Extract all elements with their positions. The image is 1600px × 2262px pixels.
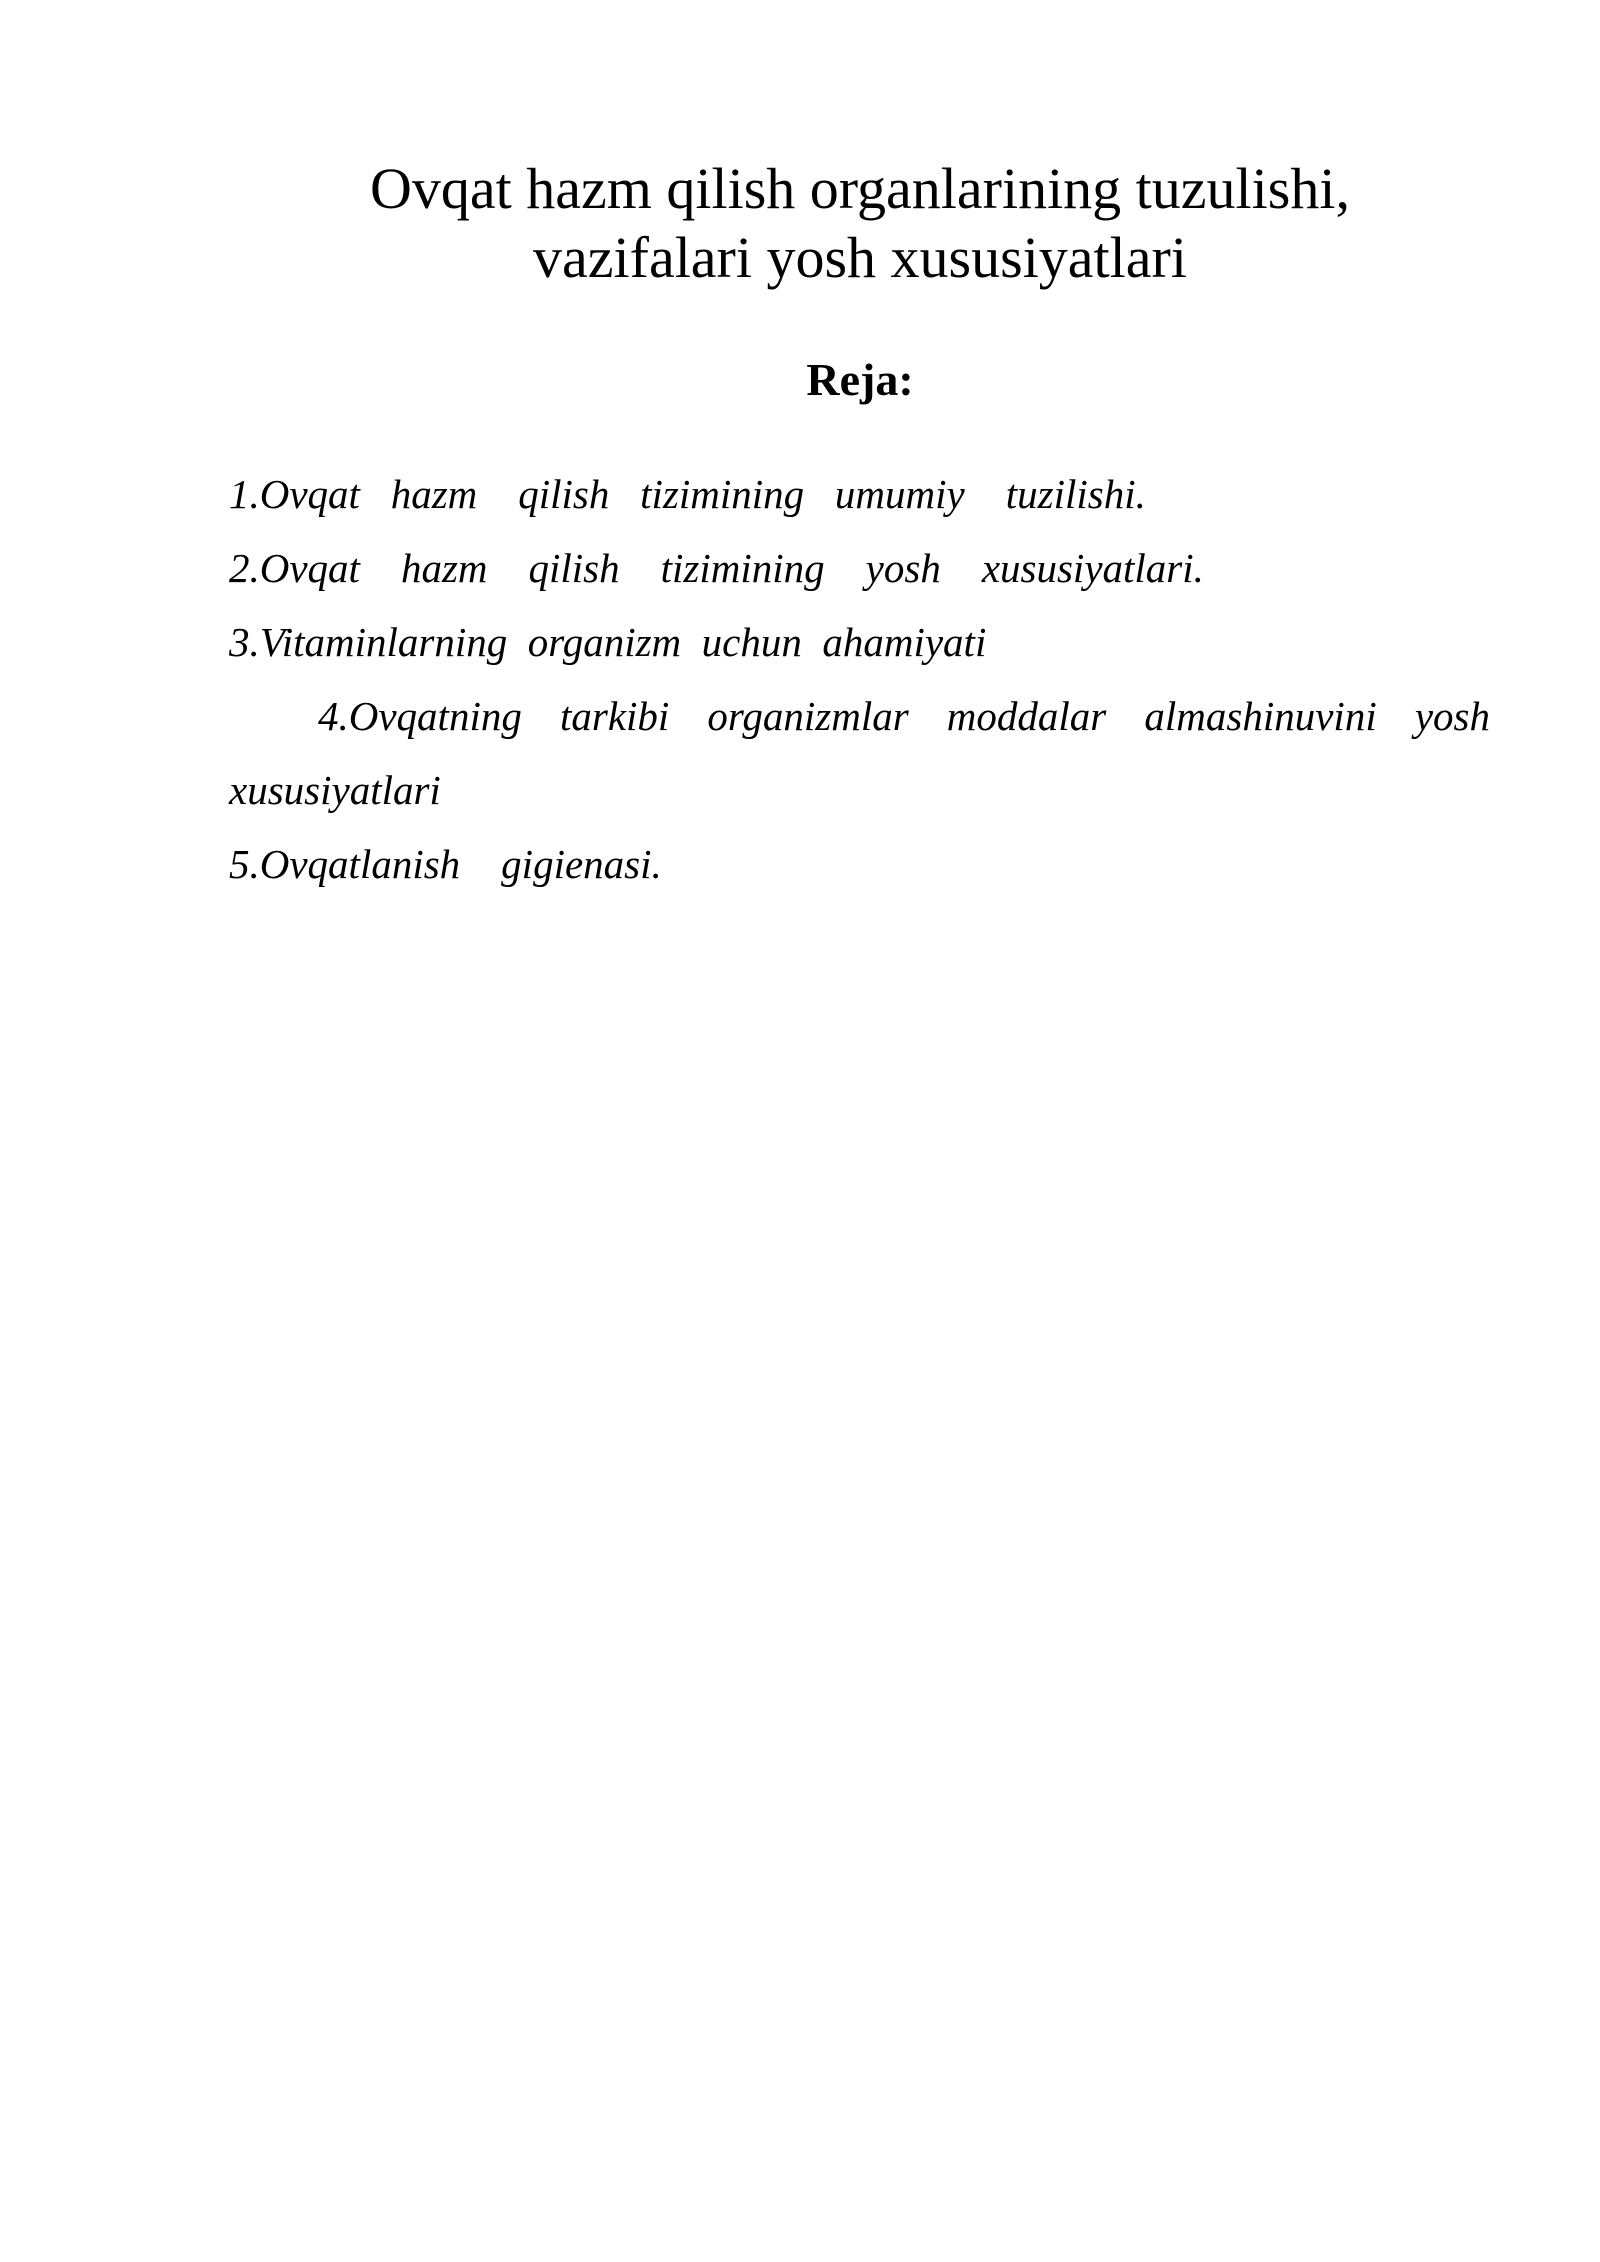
plan-item-3: 3.Vitaminlarning organizm uchun ahamiyati [229,619,987,665]
plan-item-2: 2.Ovqat hazm qilish tizimining yosh xususiyatlari. [229,545,1204,591]
plan-item-5: 5.Ovqatlanish gigienasi. [229,841,662,887]
plan-item-4-continuation: xususiyatlari [229,767,441,813]
document-title-line-2: vazifalari yosh xususiyatlari [533,225,1187,290]
document-title-line-1: Ovqat hazm qilish organlarining tuzulishi, [370,156,1350,221]
plan-heading: Reja: [806,354,914,405]
plan-item-1: 1.Ovqat hazm qilish tizimining umumiy tuzilishi. [229,471,1146,517]
plan-item-4: 4.Ovqatning tarkibi organizmlar moddalar almashinuvini yosh [318,693,1490,739]
